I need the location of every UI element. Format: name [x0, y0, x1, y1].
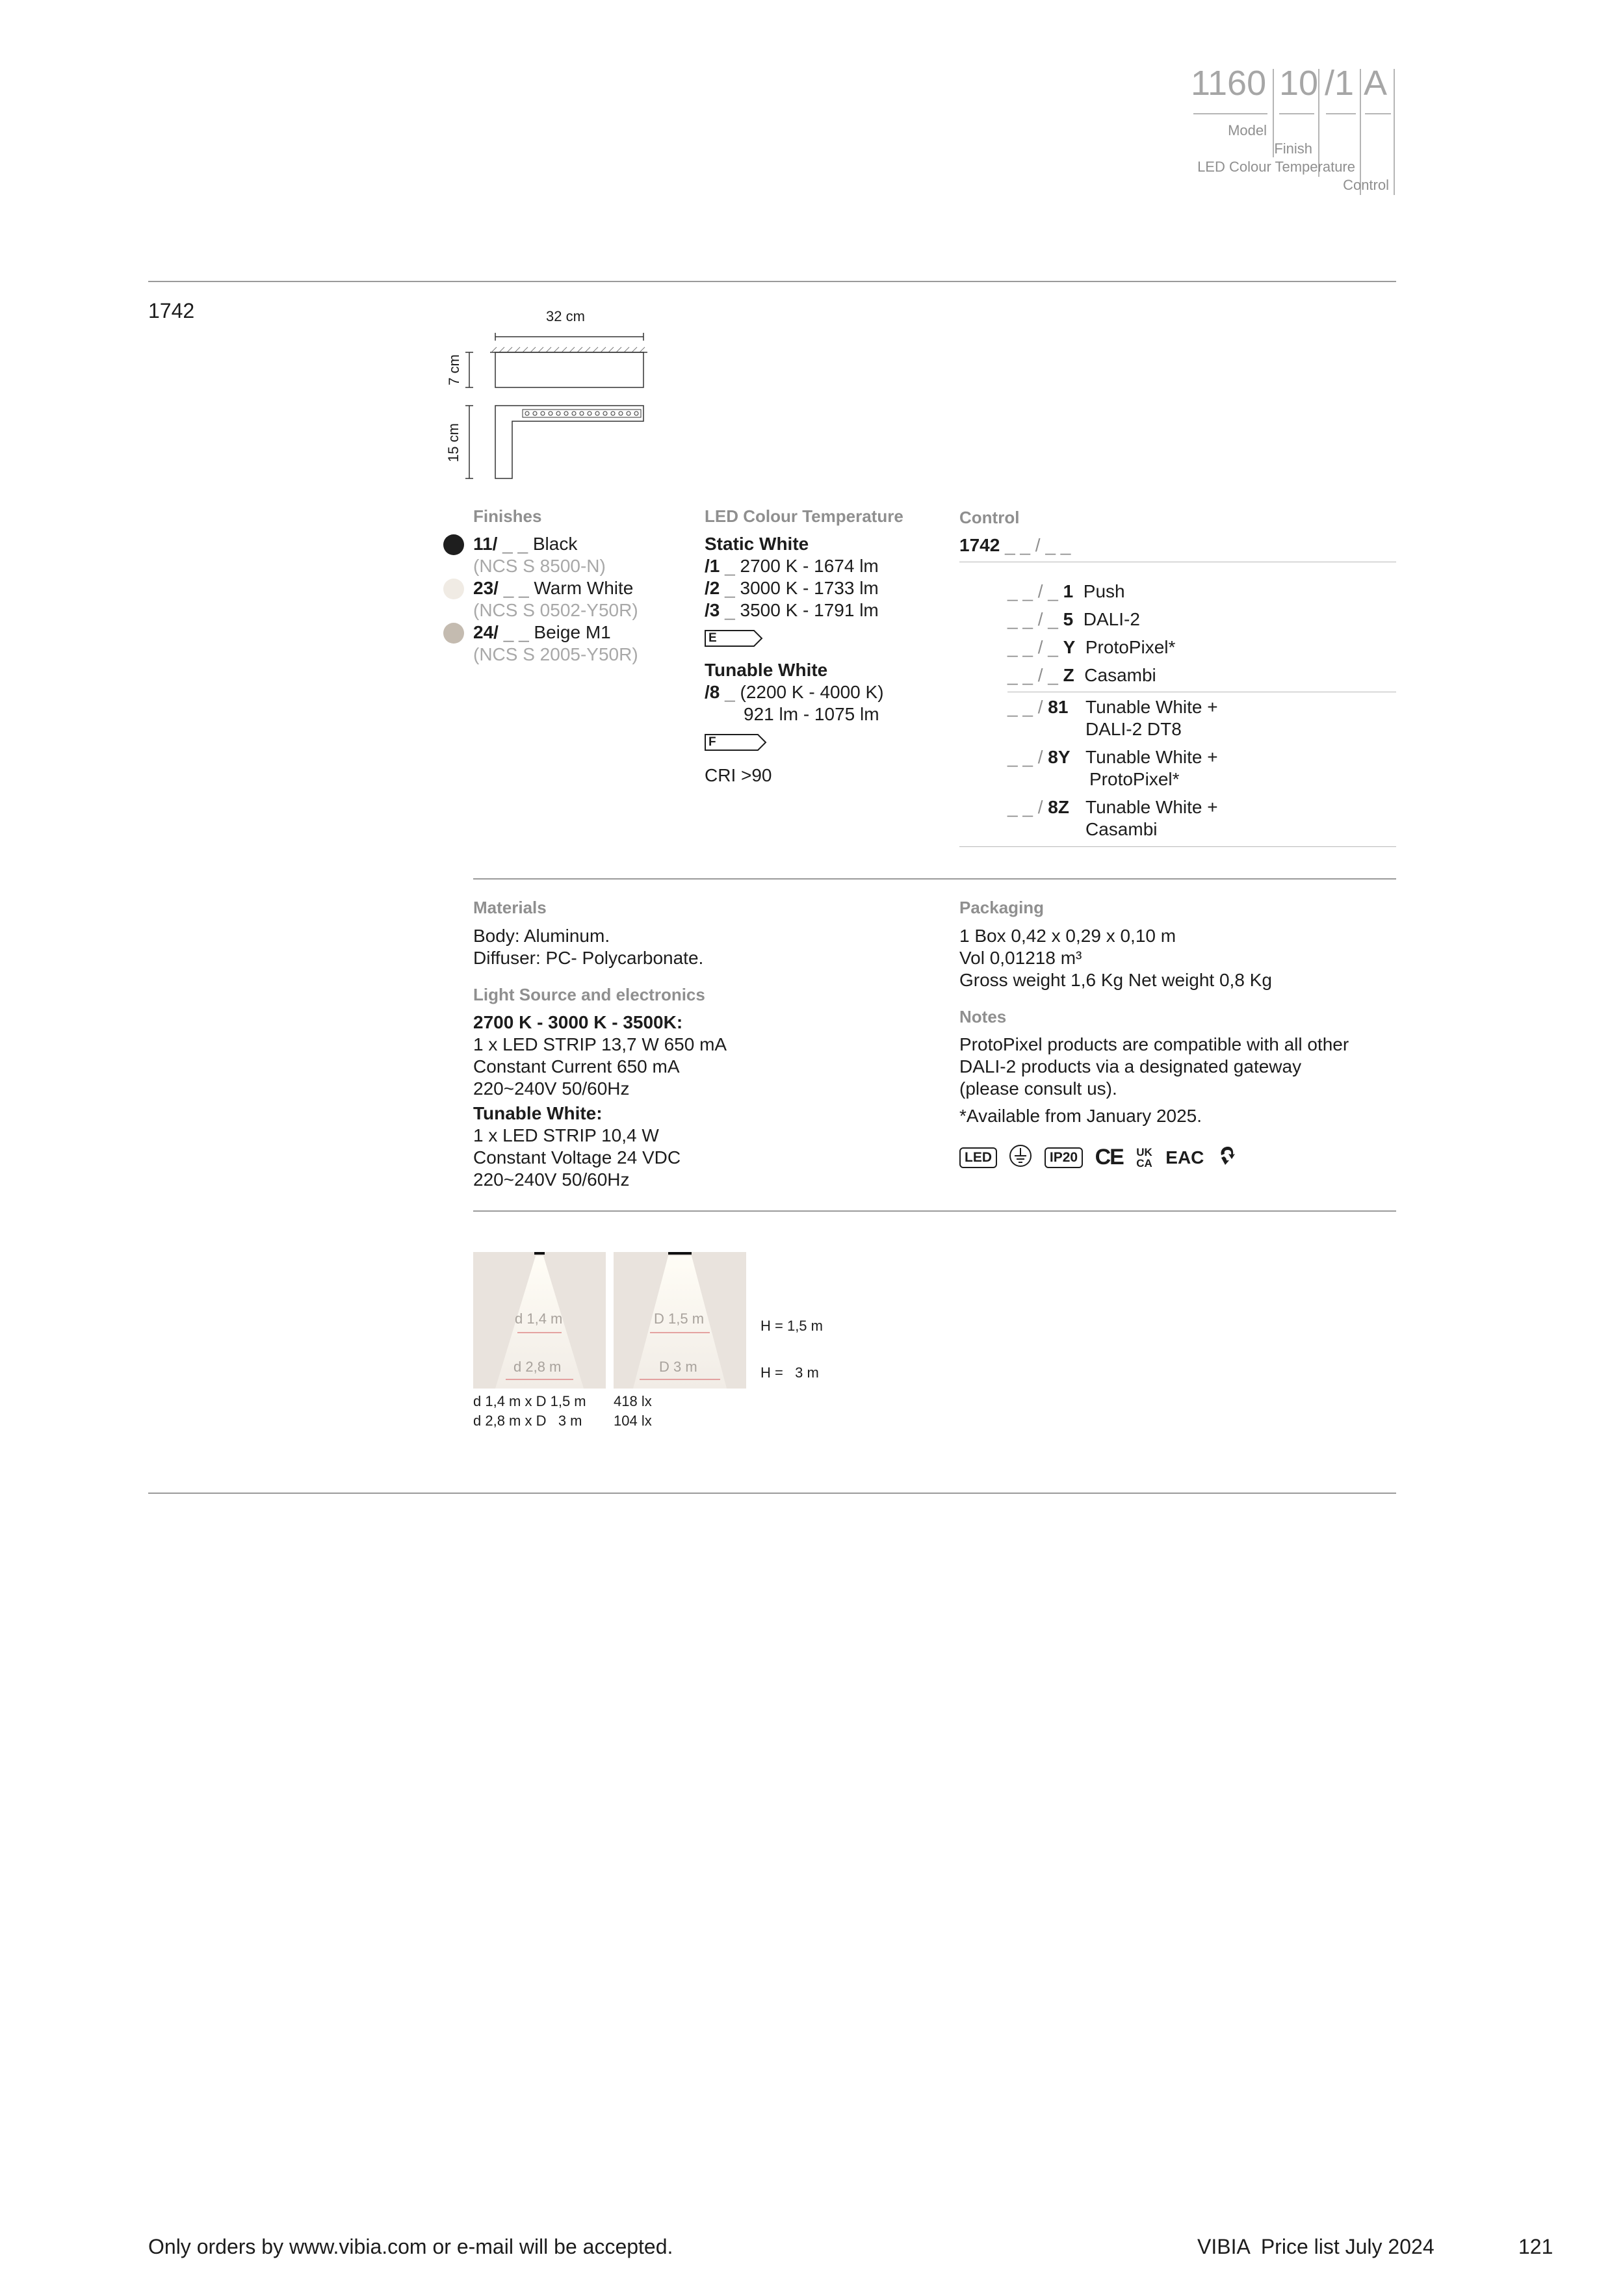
control-option-label: Casambi — [1084, 665, 1156, 685]
led-code: /3 — [705, 600, 720, 620]
control-prefix: _ _ / — [1007, 747, 1048, 767]
code-underline-control — [1365, 113, 1391, 114]
control-tw-protopixel-label-2: ProtoPixel* — [1089, 769, 1180, 789]
materials-body: Body: Aluminum. — [473, 926, 610, 946]
energy-label-f — [705, 733, 767, 751]
code-underline-led — [1326, 113, 1356, 114]
dimension-drawing — [445, 306, 659, 481]
recycling-icon — [1217, 1145, 1238, 1170]
led-code: /1 — [705, 556, 720, 576]
photometry-h2-label: H = 3 m — [760, 1364, 819, 1381]
photometry-h1-label: H = 1,5 m — [760, 1318, 823, 1334]
dimension-drawing-svg — [445, 306, 659, 481]
top-divider — [148, 281, 1396, 282]
notes-line: (please consult us). — [959, 1078, 1117, 1099]
led-lumen: 1733 lm — [814, 578, 879, 598]
photometry-d2-label: d 2,8 m — [513, 1359, 562, 1375]
led-sep: - — [803, 556, 809, 576]
led-blank: _ — [720, 600, 740, 620]
light-source-static-title: 2700 K - 3000 K - 3500K: — [473, 1012, 683, 1032]
control-option-code: 1 — [1063, 581, 1074, 601]
finish-blank: _ _ — [498, 578, 534, 598]
certification-icons — [959, 1144, 1238, 1170]
photometry-diagram-wide — [614, 1252, 746, 1389]
dim-width-label: 32 cm — [546, 308, 585, 324]
led-tunable-range: (2200 K - 4000 K) — [740, 682, 884, 702]
led-tunable-lumen: 921 lm - 1075 lm — [744, 704, 879, 724]
control-tw-casambi-label-1: Tunable White + — [1085, 797, 1218, 817]
control-mid: _ — [1043, 581, 1063, 601]
light-source-tunable-line: 1 x LED STRIP 10,4 W — [473, 1125, 659, 1145]
code-control: A — [1364, 64, 1388, 103]
finish-name: Warm White — [534, 578, 634, 598]
finish-ncs-beige: (NCS S 2005-Y50R) — [473, 644, 638, 664]
photometry-caption-left-1: d 1,4 m x D 1,5 m — [473, 1393, 586, 1409]
specs-bottom-divider — [473, 1210, 1396, 1212]
control-code-base: 1742 — [959, 535, 1000, 555]
control-item-push — [1007, 581, 1125, 603]
control-item-dali2 — [1007, 608, 1140, 631]
control-option-label: DALI-2 — [1083, 609, 1140, 629]
control-option-code: 81 — [1048, 697, 1069, 717]
control-item-casambi — [1007, 664, 1156, 686]
label-model: Model — [1228, 122, 1267, 138]
control-title: Control — [959, 508, 1020, 527]
control-option-code: 8Y — [1048, 747, 1071, 767]
control-item-tw-protopixel — [1007, 746, 1071, 768]
control-prefix: _ _ / — [1007, 581, 1043, 601]
energy-label-e — [705, 629, 763, 647]
finish-code: 23/ — [473, 578, 499, 598]
photometry-caption-right-1: 418 lx — [614, 1393, 652, 1409]
led-static-row — [705, 599, 879, 621]
label-finish: Finish — [1274, 140, 1312, 157]
label-control: Control — [1343, 177, 1389, 193]
control-item-protopixel — [1007, 636, 1175, 659]
control-tw-protopixel-label-1: Tunable White + — [1085, 747, 1218, 767]
energy-class: F — [708, 735, 716, 749]
section-bottom-divider — [148, 1493, 1396, 1494]
light-source-tunable-line: Constant Voltage 24 VDC — [473, 1147, 681, 1168]
control-divider-3 — [959, 846, 1396, 847]
led-tunable-code: /8 — [705, 682, 720, 702]
page-number: 121 — [1518, 2235, 1553, 2258]
led-sep: - — [803, 578, 809, 598]
materials-title: Materials — [473, 898, 547, 917]
finish-item-beige — [473, 621, 611, 644]
led-temp: 2700 K — [740, 556, 798, 576]
finish-name: Beige M1 — [534, 622, 611, 642]
ukca-mark-icon — [1136, 1147, 1152, 1169]
packaging-title: Packaging — [959, 898, 1045, 917]
label-led: LED Colour Temperature — [1197, 159, 1355, 175]
photometry-caption-left-2: d 2,8 m x D 3 m — [473, 1413, 582, 1429]
photometry-D1-label: D 1,5 m — [654, 1311, 705, 1327]
led-tunable-blank: _ — [720, 682, 740, 702]
finish-swatch-warm-white — [443, 579, 464, 599]
materials-diffuser: Diffuser: PC- Polycarbonate. — [473, 948, 704, 968]
earth-ground-icon — [1009, 1144, 1032, 1171]
led-temp: 3500 K — [740, 600, 798, 620]
finish-blank: _ _ — [498, 622, 534, 642]
footer-note: Only orders by www.vibia.com or e-mail will be accepted. — [148, 2235, 673, 2258]
packaging-line: 1 Box 0,42 x 0,29 x 0,10 m — [959, 926, 1176, 946]
control-prefix: _ _ / — [1007, 665, 1043, 685]
control-mid: _ — [1043, 637, 1063, 657]
finish-ncs-black: (NCS S 8500-N) — [473, 556, 606, 576]
control-prefix: _ _ / — [1007, 609, 1043, 629]
control-mid: _ — [1043, 609, 1063, 629]
dim-height-label: 7 cm — [446, 354, 462, 385]
led-static-row — [705, 555, 879, 577]
finish-item-warm-white — [473, 577, 633, 599]
photometry-D2-label: D 3 m — [659, 1359, 697, 1375]
finish-swatch-beige — [443, 623, 464, 644]
eac-mark-icon: EAC — [1165, 1147, 1204, 1168]
control-code-suffix: _ _ / _ _ — [1000, 535, 1071, 555]
led-title: LED Colour Temperature — [705, 506, 903, 526]
light-source-title: Light Source and electronics — [473, 985, 705, 1004]
control-prefix: _ _ / — [1007, 797, 1048, 817]
finish-ncs-warm-white: (NCS S 0502-Y50R) — [473, 600, 638, 620]
control-tw-dali-label-2: DALI-2 DT8 — [1085, 719, 1182, 739]
photometry-diagram-narrow — [473, 1252, 606, 1389]
finish-name: Black — [532, 534, 578, 554]
led-cri: CRI >90 — [705, 765, 772, 785]
code-underline-model — [1193, 113, 1267, 114]
control-mid: _ — [1043, 665, 1063, 685]
control-tw-casambi-label-2: Casambi — [1085, 819, 1158, 839]
finish-swatch-black — [443, 534, 464, 555]
control-option-code: Z — [1063, 665, 1074, 685]
notes-line: ProtoPixel products are compatible with all other — [959, 1034, 1349, 1054]
control-item-tw-dali — [1007, 696, 1068, 718]
photometry-d1-label: d 1,4 m — [515, 1311, 563, 1327]
control-tw-dali-label-1: Tunable White + — [1085, 697, 1218, 717]
control-option-code: 5 — [1063, 609, 1074, 629]
led-blank: _ — [720, 578, 740, 598]
notes-line: DALI-2 products via a designated gateway — [959, 1056, 1302, 1076]
led-lumen: 1791 lm — [814, 600, 879, 620]
code-underline-finish — [1279, 113, 1314, 114]
light-source-tunable-line: 220~240V 50/60Hz — [473, 1169, 630, 1190]
led-static-title: Static White — [705, 534, 809, 554]
light-source-tunable-title: Tunable White: — [473, 1103, 603, 1123]
footer-brand: VIBIA Price list July 2024 — [1197, 2235, 1435, 2258]
led-tunable-title: Tunable White — [705, 660, 828, 680]
finish-code: 24/ — [473, 622, 499, 642]
control-option-code: Y — [1063, 637, 1076, 657]
code-model: 1160 — [1191, 64, 1267, 103]
product-code: 1742 — [148, 299, 195, 322]
code-led: /1 — [1325, 64, 1355, 103]
notes-title: Notes — [959, 1007, 1007, 1026]
led-cert-icon: LED — [959, 1147, 997, 1168]
control-item-tw-casambi — [1007, 796, 1069, 818]
packaging-line: Vol 0,01218 m³ — [959, 948, 1082, 968]
finishes-title: Finishes — [473, 506, 542, 526]
specs-divider — [473, 878, 1396, 880]
ukca-bottom: CA — [1136, 1156, 1152, 1169]
dim-depth-label: 15 cm — [445, 423, 461, 462]
control-option-label: ProtoPixel* — [1085, 637, 1176, 657]
light-source-static-line: 220~240V 50/60Hz — [473, 1078, 630, 1099]
ip20-cert-icon: IP20 — [1045, 1147, 1083, 1168]
led-tunable-row — [705, 681, 884, 703]
ukca-top: UK — [1136, 1145, 1152, 1158]
code-finish: 10 — [1279, 64, 1319, 103]
led-lumen: 1674 lm — [814, 556, 879, 576]
led-sep: - — [803, 600, 809, 620]
photometry-caption-right-2: 104 lx — [614, 1413, 652, 1429]
energy-class: E — [708, 631, 717, 645]
led-temp: 3000 K — [740, 578, 798, 598]
ce-mark-icon: CE — [1095, 1145, 1123, 1169]
light-source-static-line: 1 x LED STRIP 13,7 W 650 mA — [473, 1034, 727, 1054]
code-divider-3 — [1360, 69, 1361, 195]
code-divider-4 — [1394, 69, 1395, 195]
led-static-row — [705, 577, 879, 599]
notes-availability: *Available from January 2025. — [959, 1106, 1202, 1126]
led-code: /2 — [705, 578, 720, 598]
finish-blank: _ _ — [497, 534, 533, 554]
control-prefix: _ _ / — [1007, 637, 1043, 657]
light-source-static-line: Constant Current 650 mA — [473, 1056, 680, 1076]
finish-item-black — [473, 533, 577, 555]
finish-code: 11/ — [473, 534, 498, 554]
control-code — [959, 534, 1071, 556]
control-option-code: 8Z — [1048, 797, 1069, 817]
control-option-label: Push — [1083, 581, 1125, 601]
led-blank: _ — [720, 556, 740, 576]
packaging-line: Gross weight 1,6 Kg Net weight 0,8 Kg — [959, 970, 1272, 990]
control-prefix: _ _ / — [1007, 697, 1048, 717]
